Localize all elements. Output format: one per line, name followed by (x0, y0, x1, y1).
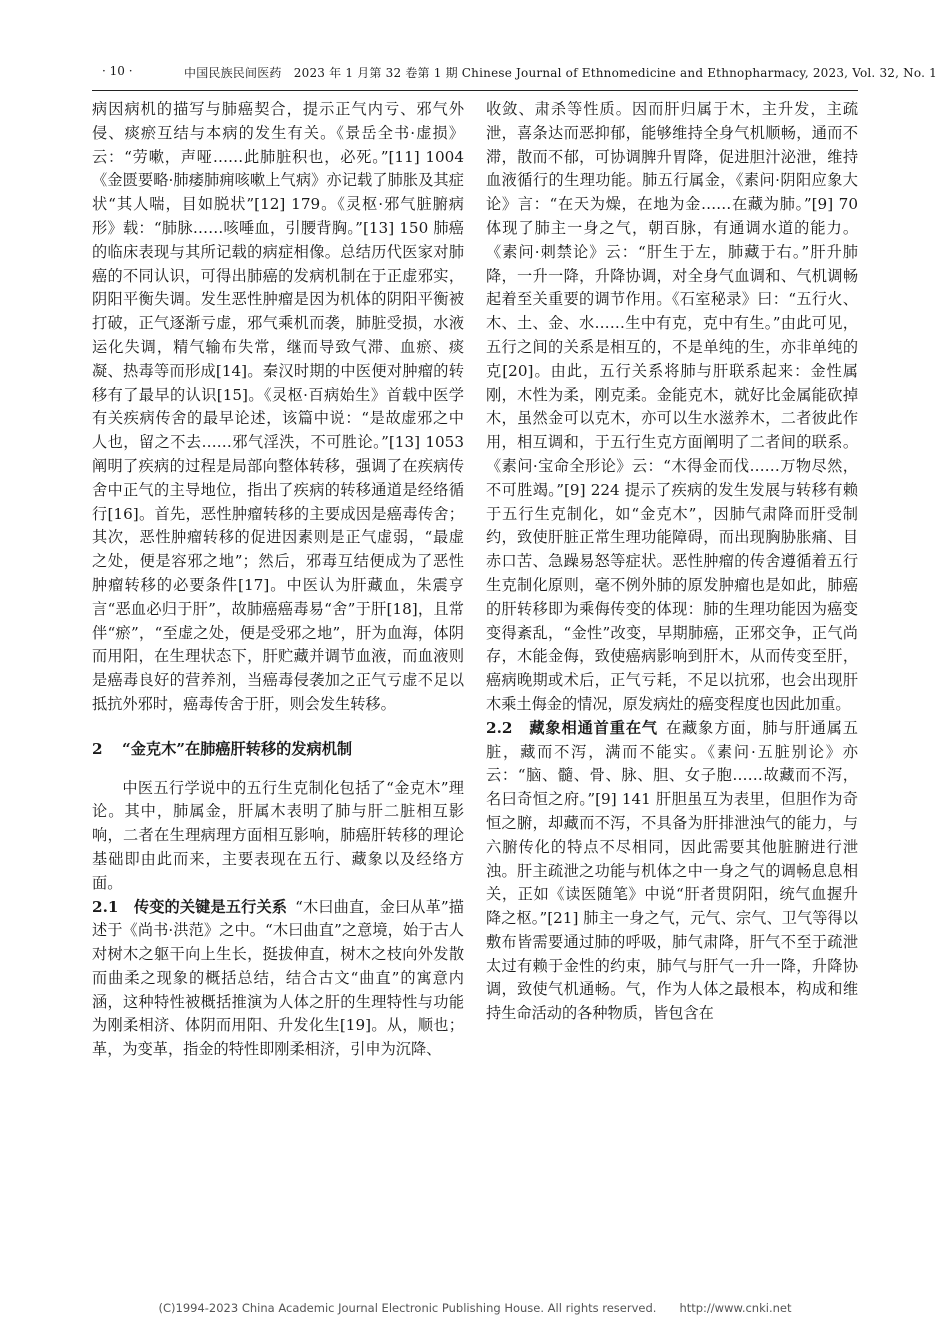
subsection-title: 2.2 藏象相通首重在气 (486, 718, 658, 737)
subsection-paragraph (486, 717, 858, 1026)
section-heading (92, 738, 464, 762)
section-title: “金克木”在肺癌肝转移的发病机制 (122, 739, 353, 758)
subsection-text: 在藏象方面，肺与肝通属五脏，藏而不泻，满而不能实。《素问·五脏别论》亦云：“脑、髓、骨、脉、胆、女子胞……故藏而不泻，名曰奇恒之府。”[9] 141 肝胆虽互为表里，但胆作为奇恒之腑，却藏而不泻，不具备为肝排泄浊气的能力，与六腑传化的特点不尽相同，因此需要其他脏腑进行泄浊。肝主疏泄之功能与机体之中一身之气的调畅息息相关，正如《读医随笔》中说“肝者贯阴阳，统气血握升降之枢。”[21] 肺主一身之气，元气、宗气、卫气等得以敷布皆需要通过肺的呼吸，肺气肃降，肝气不至于疏泄太过有赖于金性的约束，肺气与肝气一升一降，升降协调，致使气机通畅。气，作为人体之最根本，构成和维持生命活动的各种物质，皆包含在 (486, 718, 858, 1023)
left-column (92, 98, 464, 1062)
body-paragraph: 病因病机的描写与肺癌契合，提示正气内亏、邪气外侵、痰瘀互结与本病的发生有关。《景岳全书·虚损》云：“劳嗽，声哑……此肺脏积也，必死。”[11] 1004 《金匮要略·肺痿肺痈咳嗽上气病》亦记载了肺胀及其症状“其人喘，目如脱状”[12] 179。《灵枢·邪气脏腑病形》载：“肺脉……咳唾血，引腰背胸。”[13] 150 肺癌的临床表现与其所记载的病症相像。总结历代医家对肺癌的不同认识，可得出肺癌的发病机制在于正虚邪实，阴阳平衡失调。发生恶性肿瘤是因为机体的阴阳平衡被打破，正气逐渐亏虚，邪气乘机而袭，肺脏受损，水液运化失调，精气输布失常，继而导致气滞、血瘀、痰凝、热毒等而形成[14]。秦汉时期的中医便对肿瘤的转移有了最早的认识[15]。《灵枢·百病始生》首载中医学有关疾病传舍的最早论述，该篇中说：“是故虚邪之中人也，留之不去……邪气淫泆，不可胜论。”[13] 1053 阐明了疾病的过程是局部向整体转移，强调了在疾病传舍中正气的主导地位，指出了疾病的转移通道是经络循行[16]。首先，恶性肿瘤转移的主要成因是癌毒传舍；其次，恶性肿瘤转移的促进因素则是正气虚弱，“最虚之处，便是容邪之地”；然后，邪毒互结便成为了恶性肿瘤转移的必要条件[17]。中医认为肝藏血，朱震亨言“恶血必归于肝”，故肺癌癌毒易“舍”于肝[18]，且常伴“瘀”，“至虚之处，便是受邪之地”，肝为血海，体阴而用阳，在生理状态下，肝贮藏并调节血液，而血液则是癌毒良好的营养剂，当癌毒侵袭加之正气亏虚不足以抵抗外邪时，癌毒传舍于肝，则会发生转移。 (92, 100, 464, 713)
subsection-text: “木曰曲直，金曰从革”描述于《尚书·洪范》之中。“木曰曲直”之意境，始于古人对树木之躯干向上生长，挺拔伸直，树木之枝向外发散而曲柔之现象的概括总结，结合古文“曲直”的寓意内涵，这种特性被概括推演为人体之肝的生理特性与功能为刚柔相济、体阴而用阳、升发化生[19]。从，顺也；革，为变革，指金的特性即刚柔相济，引申为沉降、 (92, 897, 464, 1059)
body-paragraph: 收敛、肃杀等性质。因而肝归属于木，主升发，主疏泄，喜条达而恶抑郁，能够维持全身气机顺畅，通而不滞，散而不郁，可协调脾升胃降，促进胆汁泌泄，维持血液循行的生理功能。肺五行属金，《素问·阴阳应象大论》言：“在天为燥，在地为金……在藏为肺。”[9] 70 体现了肺主一身之气，朝百脉，有通调水道的能力。《素问·刺禁论》云：“肝生于左，肺藏于右。”肝升肺降，一升一降，升降协调，对全身气血调和、气机调畅起着至关重要的调节作用。《石室秘录》曰：“五行火、木、土、金、水……生中有克，克中有生。”由此可见，五行之间的关系是相互的，不是单纯的生，亦非单纯的克[20]。由此，五行关系将肺与肝联系起来：金性属刚，木性为柔，刚克柔。金能克木，就好比金属能砍掉木，虽然金可以克木，亦可以生水滋养木，二者彼此作用，相互调和，于五行生克方面阐明了二者间的联系。《素问·宝命全形论》云：“木得金而伐……万物尽然，不可胜竭。”[9] 224 提示了疾病的发生发展与转移有赖于五行生克制化，如“金克木”，因肺气肃降而肝受制约，致使肝脏正常生理功能障碍，而出现胸胁胀痛、目赤口苦、急躁易怒等症状。恶性肿瘤的传舍遵循着五行生克制化原则，毫不例外肺的原发肿瘤也是如此，肺癌的肝转移即为乘侮传变的体现：肺的生理功能因为癌变变得紊乱，“金性”改变，早期肺癌，正邪交争，正气尚存，木能金侮，致使癌病影响到肝木，从而传变至肝，癌病晚期或术后，正气亏耗，不足以抗邪，也会出现肝木乘土侮金的情况，原发病灶的癌变程度也因此加重。 (486, 100, 858, 713)
journal-citation: 中国民族民间医药 2023 年 1 月第 32 卷第 1 期 Chinese Journal of Ethnomedicine and Ethnopharmacy, 2023, Vol. 32, No. 1 (184, 66, 937, 80)
subsection-paragraph (92, 896, 464, 1063)
running-header (92, 62, 937, 84)
section-number: 2 (92, 739, 103, 758)
right-column (486, 98, 858, 1026)
copyright-footer: (C)1994-2023 China Academic Journal Electronic Publishing House. All rights reserved. http://www.cnki.net (158, 1301, 792, 1315)
body-paragraph: 中医五行学说中的五行生克制化包括了“金克木”理论。其中，肺属金，肝属木表明了肺与肝二脏相互影响，二者在生理病理方面相互影响，肺癌肝转移的理论基础即由此而来，主要表现在五行、藏象以及经络方面。 (92, 778, 464, 892)
subsection-title: 2.1 传变的关键是五行关系 (92, 897, 288, 916)
header-rule (92, 90, 858, 91)
page-number: · 10 · (102, 64, 133, 78)
